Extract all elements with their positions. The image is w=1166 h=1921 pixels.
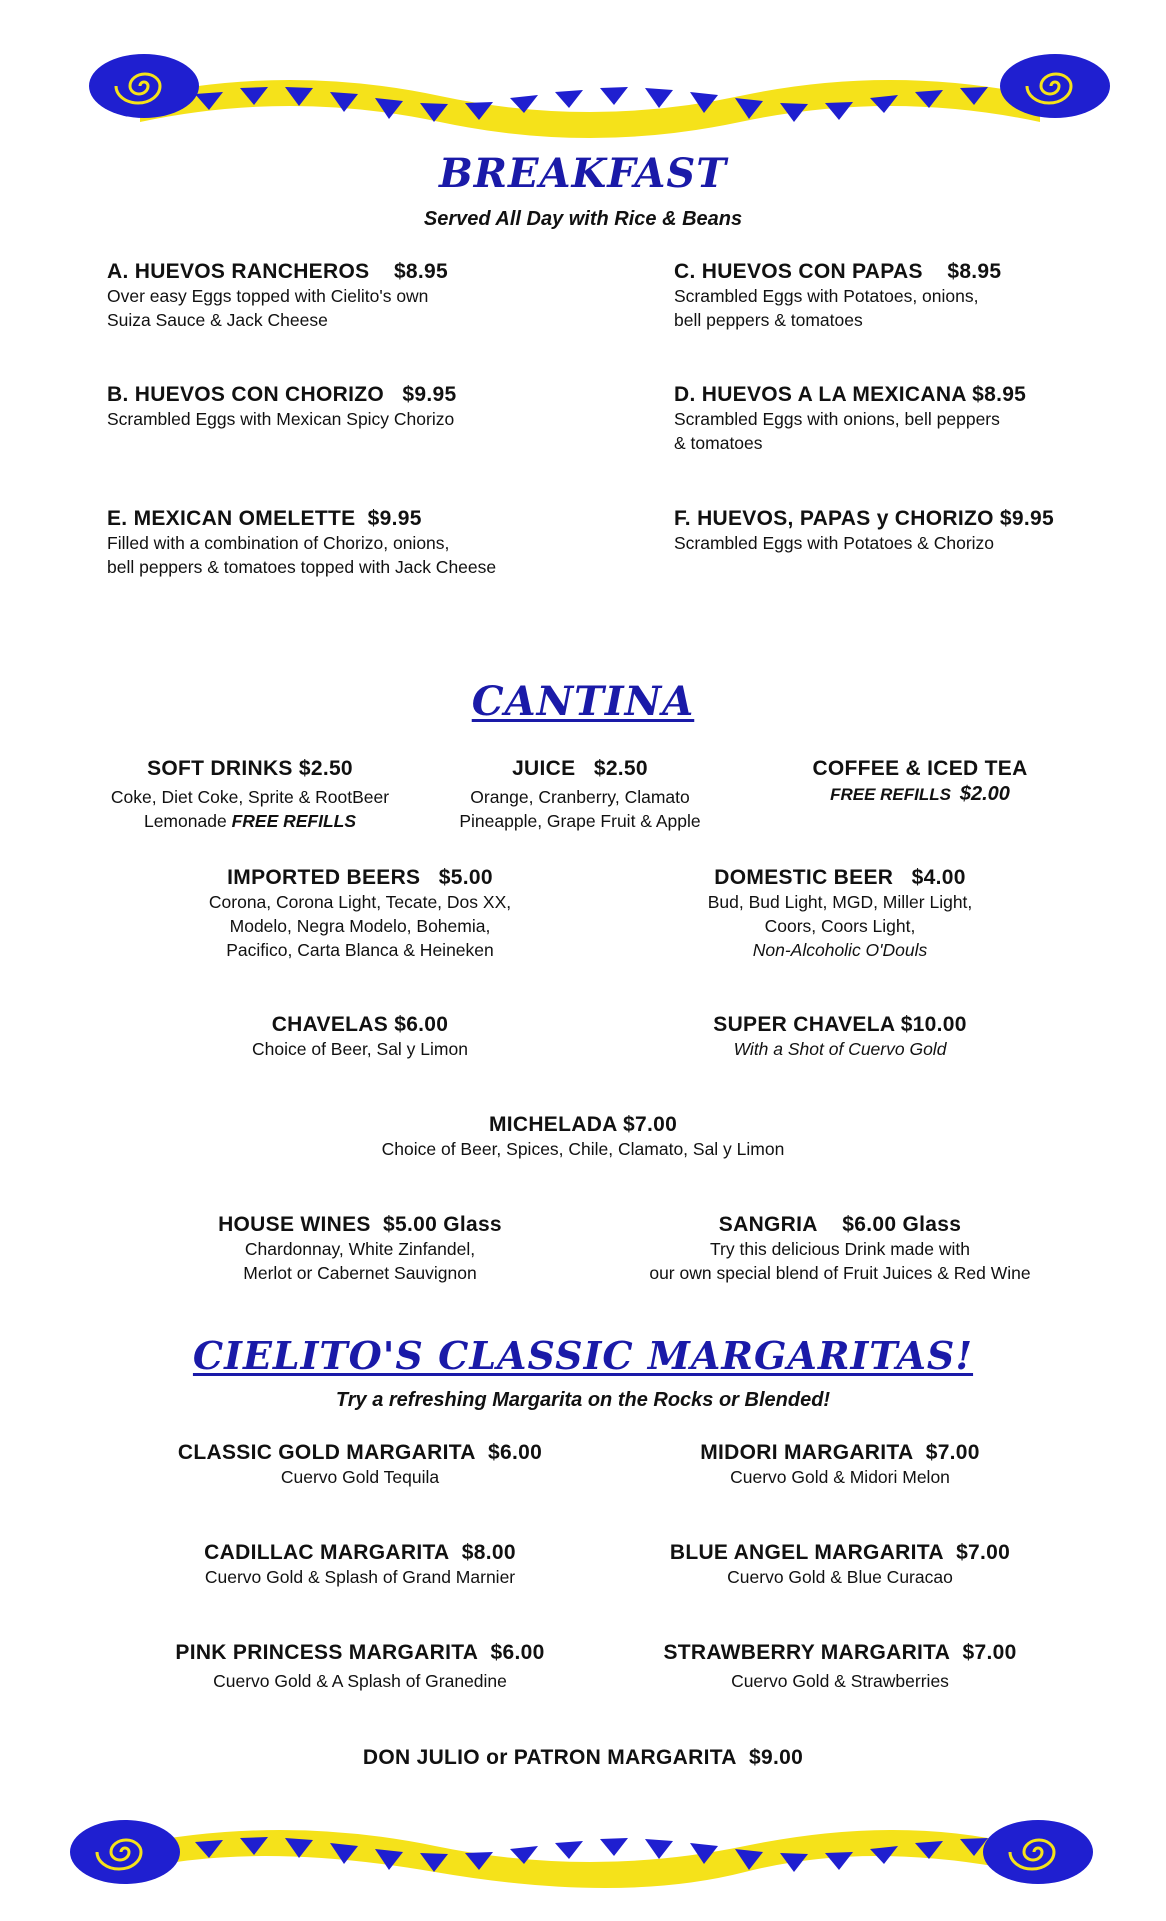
- left-spiral-icon: [89, 54, 199, 118]
- item-name: CLASSIC GOLD MARGARITA: [177, 1441, 476, 1464]
- margarita-item: [130, 1641, 590, 1693]
- item-name: CADILLAC MARGARITA: [204, 1541, 450, 1564]
- item-price: $9.95: [999, 507, 1054, 530]
- item-description: Scrambled Eggs with Potatoes & Chorizo: [674, 533, 995, 553]
- menu-item: [107, 260, 448, 332]
- item-name: HOUSE WINES: [218, 1213, 371, 1236]
- menu-item: [107, 507, 496, 579]
- item-price: $7.00: [623, 1113, 678, 1136]
- free-refills-label: FREE REFILLS: [231, 811, 357, 831]
- item-price: $6.00: [394, 1013, 449, 1036]
- item-price: $6.00: [490, 1641, 545, 1664]
- item-name: SUPER CHAVELA: [713, 1013, 895, 1036]
- item-name: SANGRIA: [718, 1213, 818, 1236]
- item-description: Cuervo Gold Tequila: [280, 1467, 440, 1487]
- top-banner-graphic: [0, 40, 1166, 140]
- item-description: Cuervo Gold & Blue Curacao: [727, 1567, 953, 1587]
- item-description: Over easy Eggs topped with Cielito's own Suiza Sauce & Jack Cheese: [107, 286, 429, 330]
- item-price: $9.95: [402, 383, 457, 406]
- breakfast-title: BREAKFAST: [438, 150, 728, 197]
- don-julio-item: [283, 1746, 883, 1770]
- item-name: STRAWBERRY MARGARITA: [663, 1641, 951, 1664]
- item-price: $7.00: [962, 1641, 1017, 1664]
- top-decorative-banner: [0, 40, 1166, 160]
- item-price: $10.00: [900, 1013, 967, 1036]
- item-description: Cuervo Gold & Splash of Grand Marnier: [204, 1567, 516, 1587]
- margarita-item: [610, 1541, 1070, 1589]
- right-spiral-icon: [983, 1820, 1093, 1884]
- item-description: Choice of Beer, Sal y Limon: [252, 1039, 468, 1059]
- item-name: CHAVELAS: [271, 1013, 389, 1036]
- super-chavela-item: [640, 1013, 1040, 1061]
- item-price: $6.00: [488, 1441, 543, 1464]
- item-name: DOMESTIC BEER: [714, 866, 894, 889]
- free-refills-label: FREE REFILLS: [830, 785, 951, 804]
- item-price: $8.95: [972, 383, 1027, 406]
- item-description: Lemonade: [143, 811, 227, 831]
- breakfast-subtitle: Served All Day with Rice & Beans: [423, 208, 743, 230]
- bottom-decorative-banner: [0, 1800, 1166, 1920]
- right-spiral-icon: [1000, 54, 1110, 118]
- soft-drinks-item: [80, 757, 420, 833]
- item-description: Corona, Corona Light, Tecate, Dos XX, Modelo, Negra Modelo, Bohemia, Pacifico, Carta Blanca & Heineken: [208, 892, 512, 960]
- item-price: $9.95: [367, 507, 422, 530]
- item-price: $2.50: [298, 757, 353, 780]
- left-spiral-icon: [70, 1820, 180, 1884]
- item-description: Bud, Bud Light, MGD, Miller Light, Coors, Coors Light,: [707, 892, 973, 936]
- item-description: Choice of Beer, Spices, Chile, Clamato, Sal y Limon: [381, 1139, 785, 1159]
- margaritas-title: CIELITO'S CLASSIC MARGARITAS!: [192, 1333, 974, 1378]
- item-description: Chardonnay, White Zinfandel, Merlot or Cabernet Sauvignon: [243, 1239, 477, 1283]
- item-price: $8.95: [947, 260, 1002, 283]
- menu-item: [107, 383, 456, 431]
- item-description: Cuervo Gold & Midori Melon: [730, 1467, 950, 1487]
- margarita-item: [610, 1441, 1070, 1489]
- item-price: $7.00: [956, 1541, 1011, 1564]
- item-description: Scrambled Eggs with onions, bell peppers & tomatoes: [674, 409, 1000, 453]
- item-name: A. HUEVOS RANCHEROS: [107, 260, 370, 283]
- margarita-item: [130, 1441, 590, 1489]
- item-description: Filled with a combination of Chorizo, onions, bell peppers & tomatoes topped with Jack Cheese: [107, 533, 497, 577]
- item-name: IMPORTED BEERS: [227, 866, 421, 889]
- item-price: $2.00: [959, 783, 1010, 805]
- cantina-title: CANTINA: [471, 678, 695, 725]
- item-name: JUICE: [512, 757, 576, 780]
- menu-item: [674, 383, 1026, 455]
- coffee-item: [770, 757, 1070, 806]
- imported-beers-item: [170, 866, 550, 962]
- item-description-italic: Non-Alcoholic O'Douls: [752, 940, 928, 960]
- item-price: $5.00 Glass: [383, 1213, 502, 1236]
- item-name: MICHELADA: [488, 1113, 617, 1136]
- michelada-item: [283, 1113, 883, 1161]
- item-price: $4.00: [911, 866, 966, 889]
- item-description: Scrambled Eggs with Potatoes, onions, bell peppers & tomatoes: [674, 286, 979, 330]
- item-description: Cuervo Gold & Strawberries: [731, 1671, 949, 1691]
- item-description: Coke, Diet Coke, Sprite & RootBeer: [110, 787, 390, 807]
- item-name: F. HUEVOS, PAPAS y CHORIZO: [674, 507, 994, 530]
- item-name: SOFT DRINKS: [147, 757, 293, 780]
- item-name: PINK PRINCESS MARGARITA: [175, 1641, 479, 1664]
- item-price: $7.00: [925, 1441, 980, 1464]
- menu-item: [674, 507, 1054, 555]
- item-name: C. HUEVOS CON PAPAS: [674, 260, 923, 283]
- bottom-banner-graphic: [0, 1800, 1166, 1900]
- item-price: $8.00: [461, 1541, 516, 1564]
- item-description: Cuervo Gold & A Splash of Granedine: [213, 1671, 507, 1691]
- sangria-item: [620, 1213, 1060, 1285]
- item-name: D. HUEVOS A LA MEXICANA: [674, 383, 966, 406]
- menu-item: [674, 260, 1001, 332]
- item-name: B. HUEVOS CON CHORIZO: [107, 383, 384, 406]
- item-description: Try this delicious Drink made with our own special blend of Fruit Juices & Red Wine: [649, 1239, 1031, 1283]
- item-price: $5.00: [438, 866, 493, 889]
- item-description: With a Shot of Cuervo Gold: [733, 1039, 947, 1059]
- item-name: DON JULIO or PATRON MARGARITA: [362, 1746, 737, 1769]
- margaritas-subtitle: Try a refreshing Margarita on the Rocks or Blended!: [335, 1389, 831, 1411]
- item-description: Orange, Cranberry, Clamato Pineapple, Grape Fruit & Apple: [459, 787, 701, 831]
- item-price: $9.00: [749, 1746, 804, 1769]
- juice-item: [420, 757, 740, 833]
- item-name: COFFEE & ICED TEA: [812, 757, 1028, 780]
- house-wines-item: [160, 1213, 560, 1285]
- item-name: BLUE ANGEL MARGARITA: [669, 1541, 944, 1564]
- margarita-item: [130, 1541, 590, 1589]
- item-description: Scrambled Eggs with Mexican Spicy Chorizo: [107, 409, 455, 429]
- domestic-beer-item: [640, 866, 1040, 962]
- margarita-item: [610, 1641, 1070, 1693]
- item-name: E. MEXICAN OMELETTE: [107, 507, 356, 530]
- item-price: $8.95: [393, 260, 449, 283]
- item-name: MIDORI MARGARITA: [700, 1441, 914, 1464]
- item-price: $2.50: [593, 757, 648, 780]
- chavelas-item: [170, 1013, 550, 1061]
- item-price: $6.00 Glass: [842, 1213, 962, 1236]
